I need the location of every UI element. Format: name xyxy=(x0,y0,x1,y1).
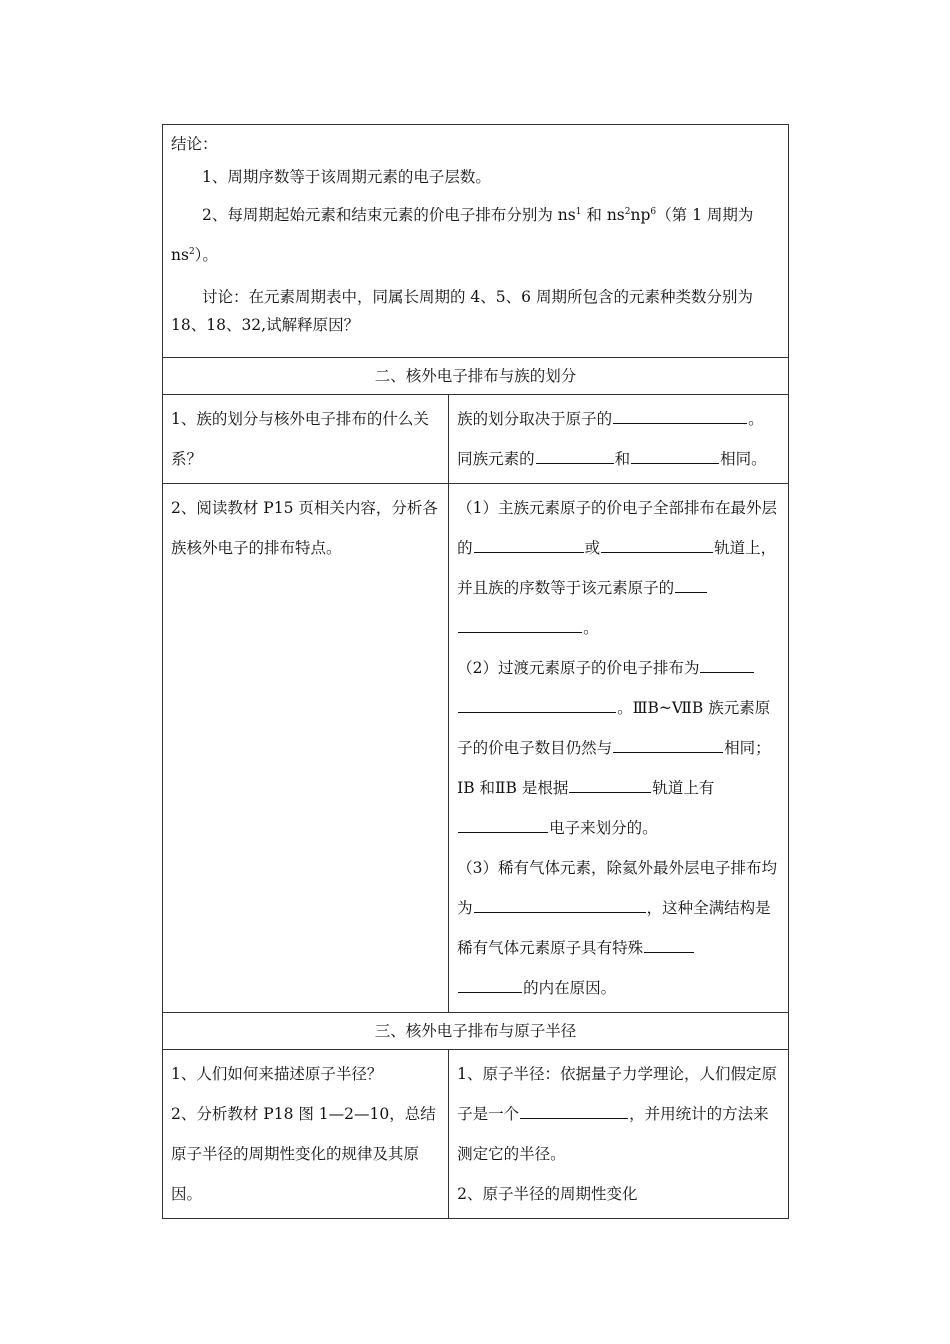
section3-row xyxy=(163,1050,789,1219)
fill-blank[interactable] xyxy=(675,572,707,593)
section3-question-2: 2、分析教材 P18 图 1—2—10，总结原子半径的周期性变化的规律及其原因。 xyxy=(171,1105,436,1203)
conclusion-row xyxy=(163,125,789,358)
fill-blank[interactable] xyxy=(644,932,694,953)
fill-blank[interactable] xyxy=(613,403,747,424)
fill-blank[interactable] xyxy=(458,812,548,833)
section2-row1-answer: 族的划分取决于原子的 。 同族元素的 和 相同。 xyxy=(449,395,789,484)
fill-blank[interactable] xyxy=(613,732,723,753)
fill-blank[interactable] xyxy=(474,532,584,553)
fill-blank[interactable] xyxy=(520,1098,628,1119)
section2-row-1 xyxy=(163,395,789,484)
fill-blank[interactable] xyxy=(458,972,522,993)
fill-blank[interactable] xyxy=(700,652,754,673)
section2-header: 二、核外电子排布与族的划分 xyxy=(163,358,789,395)
worksheet-table xyxy=(162,124,789,1219)
conclusion-cell xyxy=(163,125,789,358)
fill-blank[interactable] xyxy=(601,532,713,553)
fill-blank[interactable] xyxy=(631,443,719,464)
section3-answers: 1、原子半径：依据量子力学理论，人们假定原子是一个 ，并用统计的方法来测定它的半径。 2、原子半径的周期性变化 xyxy=(449,1050,789,1219)
section2-row1-question: 1、族的划分与核外电子排布的什么关系？ xyxy=(163,395,449,484)
fill-blank[interactable] xyxy=(458,612,582,633)
section3-answer-2: 2、原子半径的周期性变化 xyxy=(457,1185,638,1203)
section2-row2-question: 2、阅读教材 P15 页相关内容，分析各族核外电子的排布特点。 xyxy=(163,484,449,1013)
conclusion-title: 结论： xyxy=(171,135,218,153)
conclusion-item-1: 1、周期序数等于该周期元素的电子层数。 xyxy=(202,168,491,186)
section2-row-2 xyxy=(163,484,789,1013)
fill-blank[interactable] xyxy=(569,772,651,793)
fill-blank[interactable] xyxy=(458,692,616,713)
section3-header-row xyxy=(163,1013,789,1050)
section3-question-1: 1、人们如何来描述原子半径？ xyxy=(171,1065,383,1083)
section2-row2-answer: （1）主族元素原子的价电子全部排布在最外层的 或 轨道上，并且族的序数等于该元素原子的 。 （2）过渡元素原子的价电子排布为 。ⅢB~ⅦB 族元素原子的价电子数目仍然与 相同；ⅠB 和ⅡB 是根据 轨道上有 电子来划分的。 （3）稀有气体元素，除氦外最外层电子排布均为 ，这种全满结构是稀有气体元素原子具有特殊 的内在原因。 xyxy=(449,484,789,1013)
fill-blank[interactable] xyxy=(474,892,646,913)
section3-questions xyxy=(163,1050,449,1219)
conclusion-item-2: 2、每周期起始元素和结束元素的价电子排布分别为 $ns^1$ 和 $ns^2np^6$（第 1 周期为 $ns^2$）。 xyxy=(171,206,754,264)
conclusion-discussion: 讨论：在元素周期表中，同属长周期的 4、5、6 周期所包含的元素种类数分别为 18、18、32,试解释原因？ xyxy=(171,288,753,334)
section3-header: 三、核外电子排布与原子半径 xyxy=(163,1013,789,1050)
fill-blank[interactable] xyxy=(536,443,614,464)
section2-header-row xyxy=(163,358,789,395)
